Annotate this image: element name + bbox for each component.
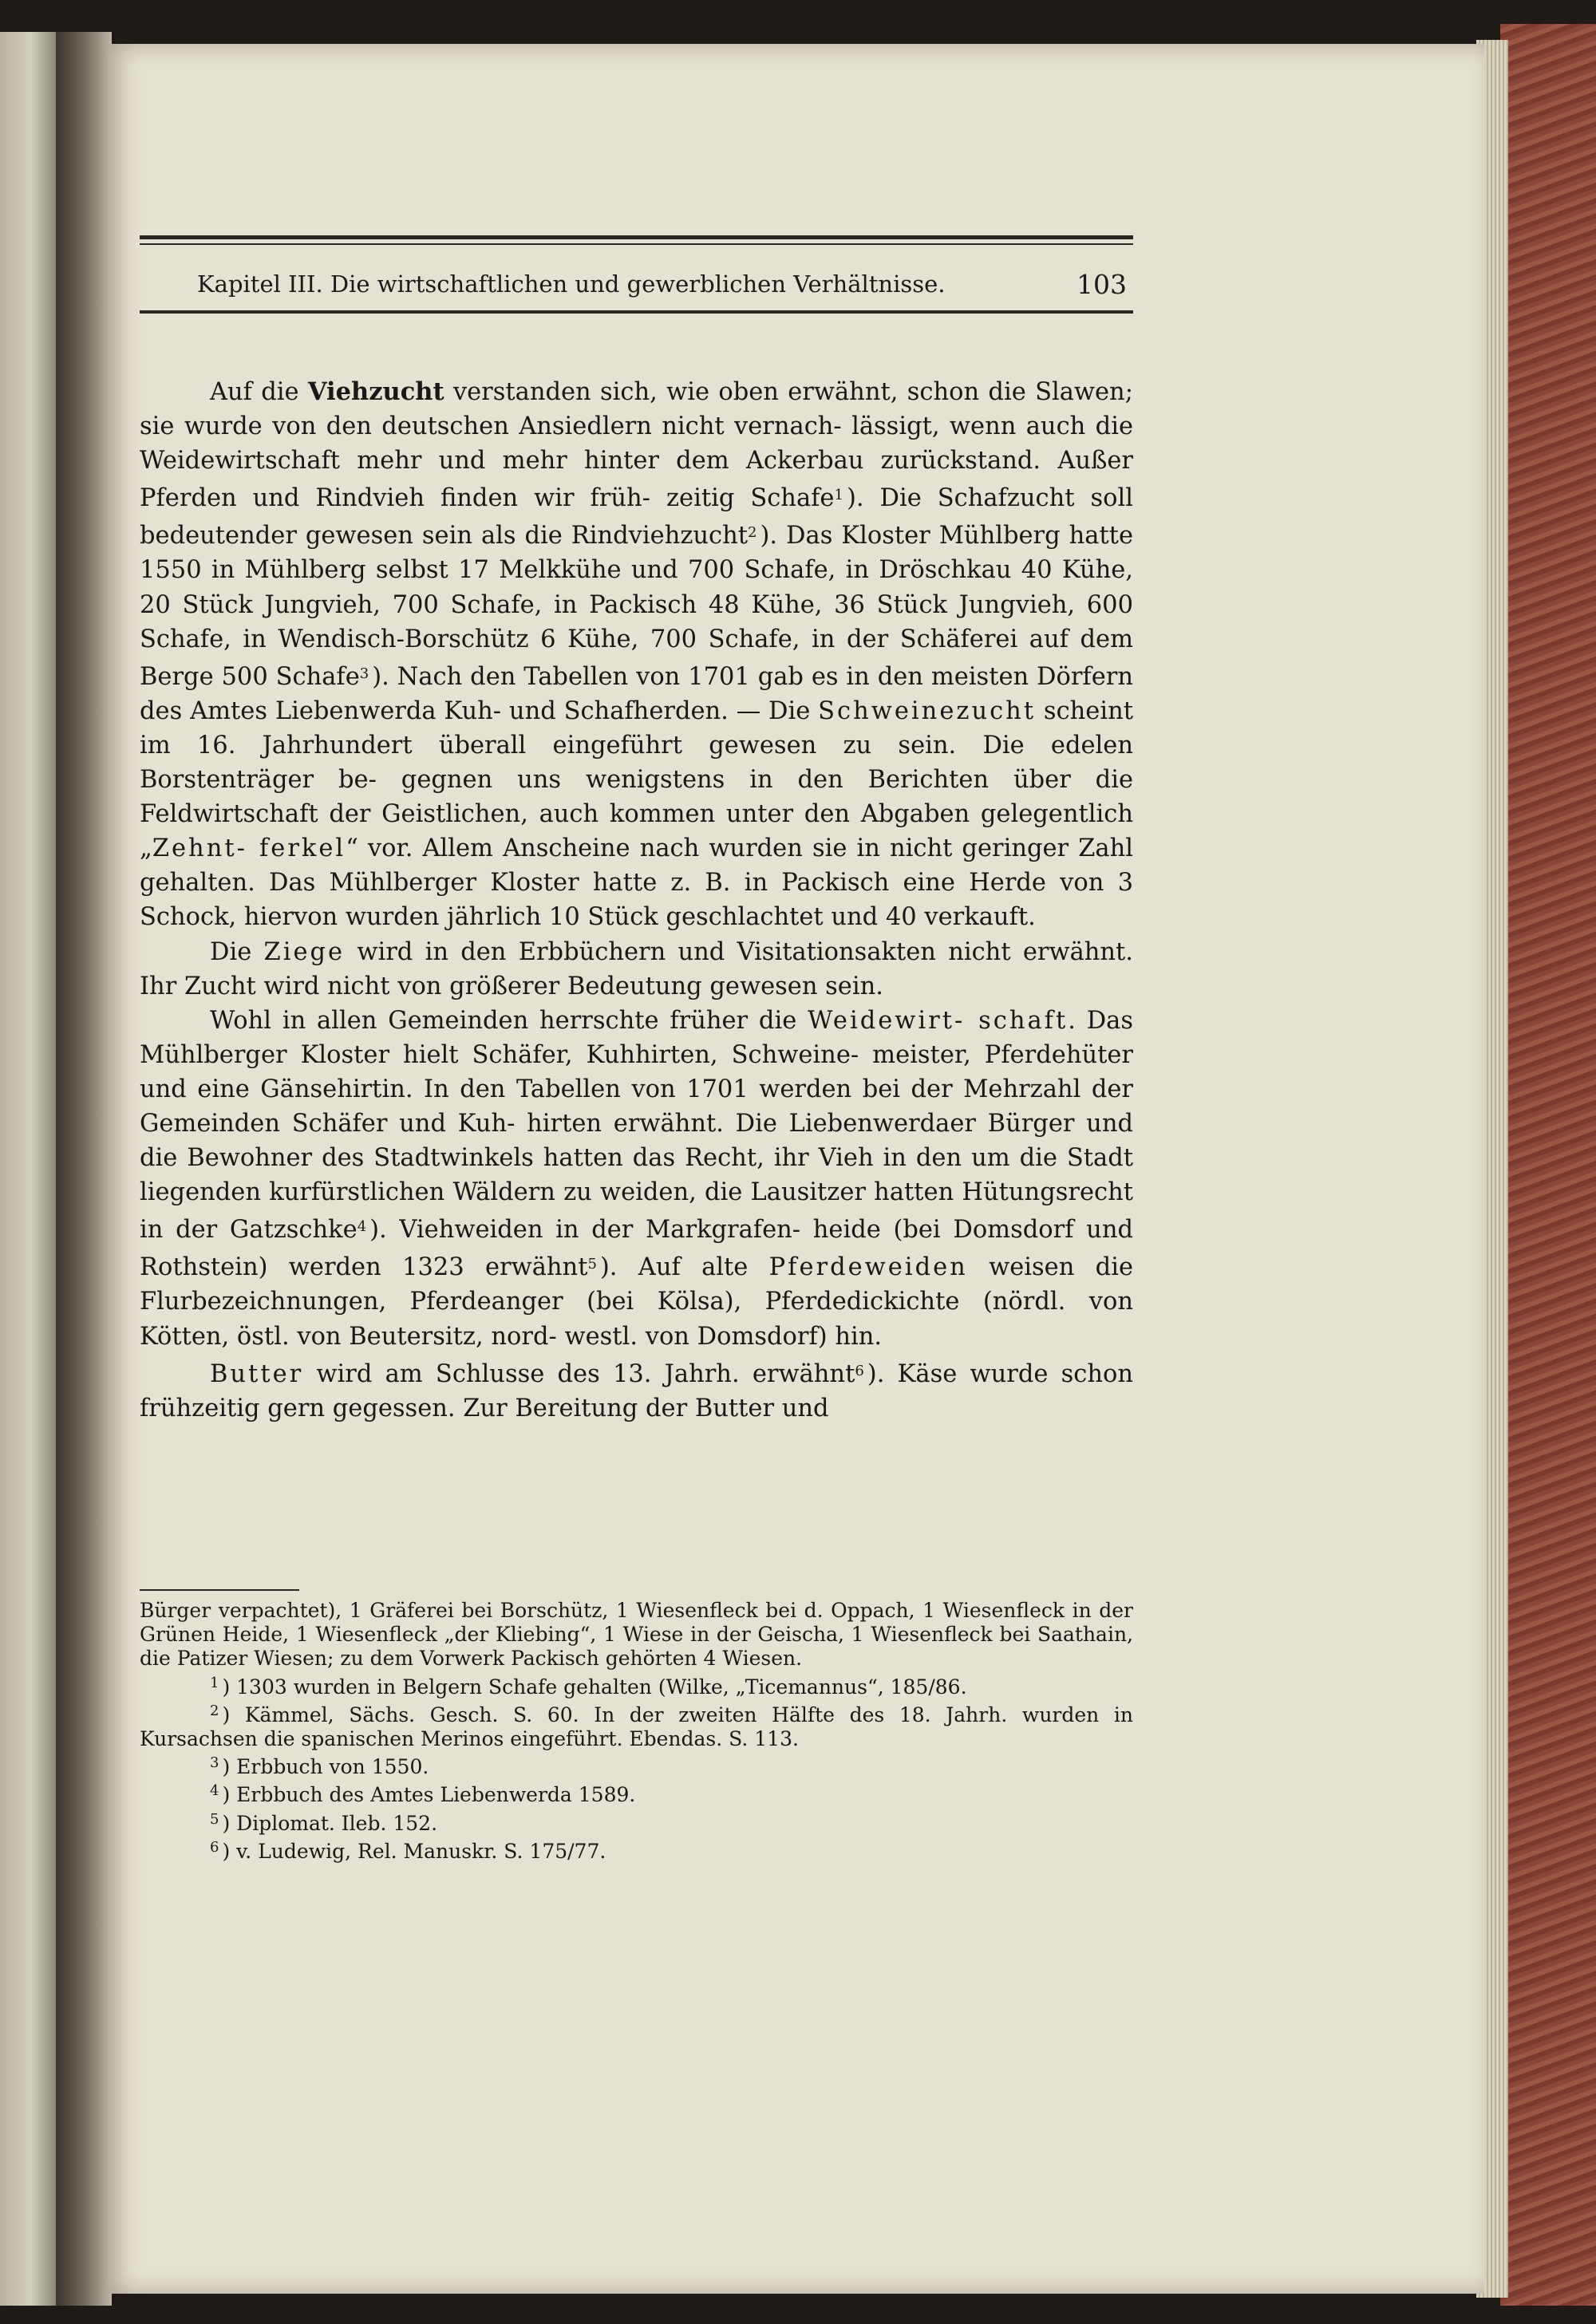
header-rule-bottom bbox=[140, 310, 1133, 314]
page-number: 103 bbox=[1077, 269, 1127, 300]
running-header bbox=[140, 235, 1133, 341]
text-run: Die bbox=[210, 937, 264, 966]
text-run: ). Käse wurde schon frühzeitig gern gegessen. Zur Bereitung der Butter und bbox=[140, 1359, 1134, 1422]
footnote-text: ) Diplomat. Ileb. 152. bbox=[222, 1811, 438, 1835]
footnote-2 bbox=[140, 1699, 1133, 1751]
footnote-1 bbox=[140, 1671, 1133, 1699]
footnote-4 bbox=[140, 1779, 1133, 1807]
text-run: ). Auf alte bbox=[599, 1253, 769, 1282]
text-run: verstanden sich, wie oben erwähnt, schon die Slawen; sie wurde von den deutschen Ansiedlern nicht vernach- lässigt, wenn auch die Weidewirtschaft mehr und mehr hinter dem Ackerbau zurückstand. Außer Pferden und Rindvieh finden wir früh- zeitig Schafe bbox=[140, 378, 1133, 513]
header-rule-top bbox=[140, 235, 1133, 245]
text-run: ). Die Schafzucht soll bedeutender gewesen sein als die Rindviehzucht bbox=[140, 484, 1134, 550]
footnote-rule bbox=[140, 1589, 299, 1591]
keyword-pferdeweiden: Pferdeweiden bbox=[768, 1253, 968, 1282]
footnote-mark: 3 bbox=[210, 1754, 219, 1772]
header-line bbox=[140, 264, 1133, 304]
text-run: Auf die bbox=[210, 378, 308, 406]
keyword-schweinezucht: Schweinezucht bbox=[818, 696, 1037, 725]
text-run: weisen die Flurbezeichnungen, Pferdeanger (bei Kölsa), Pferdedickichte (nördl. von Kötten, östl. von Beutersitz, nord- westl. von Domsdorf) hin. bbox=[140, 1253, 1133, 1351]
text-run: ). Nach den Tabellen von 1701 gab es in den meisten Dörfern des Amtes Liebenwerda Kuh- und Schafherden. — Die bbox=[140, 662, 1133, 725]
book-cover-edge bbox=[1500, 24, 1596, 2306]
footnote-ref: 1 bbox=[834, 487, 843, 504]
text-run: Wohl in allen Gemeinden herrschte früher die bbox=[210, 1006, 808, 1035]
paragraph-ziege bbox=[140, 935, 1133, 1004]
text-run: ). Das Kloster Mühlberg hatte 1550 in Mühlberg selbst 17 Melkkühe und 700 Schafe, in Dröschkau 40 Kühe, 20 Stück Jungvieh, 700 Schafe, in Packisch 48 Kühe, 36 Stück Jungvieh, 600 Schafe, in Wendisch-Borschütz 6 Kühe, 700 Schafe, in der Schäferei auf dem Berge 500 Schafe bbox=[140, 522, 1133, 691]
keyword-butter: Butter bbox=[210, 1359, 304, 1388]
keyword-viehzucht: Viehzucht bbox=[307, 377, 444, 406]
footnote-text: ) Erbbuch von 1550. bbox=[222, 1755, 429, 1779]
footnotes bbox=[140, 1589, 1133, 1864]
text-run: scheint im 16. Jahrhundert überall eingeführt gewesen zu sein. Die edelen Borstenträger be- gegnen uns wenigstens in den Berichten über die Feldwirtschaft der Geistlichen, auch kommen unter den Abgaben gelegentlich „ bbox=[140, 696, 1134, 863]
footnote-text: ) 1303 wurden in Belgern Schafe gehalten (Wilke, „Ticemannus“, 185/86. bbox=[222, 1675, 967, 1699]
footnote-ref: 3 bbox=[359, 665, 369, 682]
paragraph-weidewirtschaft bbox=[140, 1004, 1133, 1354]
footnote-3 bbox=[140, 1751, 1133, 1779]
footnote-text: ) Erbbuch des Amtes Liebenwerda 1589. bbox=[222, 1783, 636, 1807]
text-run: “ vor. Allem Anscheine nach wurden sie in nicht geringer Zahl gehalten. Das Mühlberger Kloster hatte z. B. in Packisch eine Herde von 3 Schock, hiervon wurden jährlich 10 Stück geschlachtet und 40 verkauft. bbox=[140, 835, 1133, 932]
text-run: . Das Mühlberger Kloster hielt Schäfer, Kuhhirten, Schweine- meister, Pferdehüter und eine Gänsehirtin. In den Tabellen von 1701 werden bei der Mehrzahl der Gemeinden Schäfer und Kuh- hirten erwähnt. Die Liebenwerdaer Bürger und die Bewohner des Stadtwinkels hatten das Recht, ihr Vieh in den um die Stadt liegenden kurfürstlichen Wäldern zu weiden, die Lausitzer hatten Hütungsrecht in der Gatzschke bbox=[140, 1006, 1134, 1245]
footnote-5 bbox=[140, 1808, 1133, 1836]
footnote-ref: 4 bbox=[357, 1218, 367, 1236]
footnote-6 bbox=[140, 1836, 1133, 1864]
book-gutter bbox=[56, 32, 112, 2306]
footnote-ref: 2 bbox=[748, 524, 757, 542]
keyword-ziege: Ziege bbox=[263, 937, 346, 966]
text-run: wird in den Erbbüchern und Visitationsakten nicht erwähnt. Ihr Zucht wird nicht von größerer Bedeutung gewesen sein. bbox=[140, 937, 1133, 1000]
footnote-mark: 2 bbox=[210, 1702, 219, 1719]
footnote-continuation: Bürger verpachtet), 1 Gräferei bei Borschütz, 1 Wiesenfleck bei d. Oppach, 1 Wiesenfleck in der Grünen Heide, 1 Wiesenfleck „der Kliebing“, 1 Wiese in der Geischa, 1 Wiesenfleck bei Saathain, die Patizer Wiesen; zu dem Vorwerk Packisch gehörten 4 Wiesen. bbox=[140, 1599, 1133, 1671]
footnote-text: ) v. Ludewig, Rel. Manuskr. S. 175/77. bbox=[222, 1839, 606, 1863]
footnote-ref: 5 bbox=[587, 1256, 597, 1273]
chapter-title: Kapitel III. Die wirtschaftlichen und gewerblichen Verhältnisse. bbox=[197, 270, 946, 298]
keyword-weidewirtschaft: Weidewirt- schaft bbox=[808, 1006, 1069, 1035]
text-run: ). Viehweiden in der Markgrafen- heide (bei Domsdorf und Rothstein) werden 1323 erwähnt bbox=[140, 1216, 1133, 1282]
footnote-text: ) Kämmel, Sächs. Gesch. S. 60. In der zweiten Hälfte des 18. Jahrh. wurden in Kursachsen die spanischen Merinos eingeführt. Ebendas. S. 113. bbox=[140, 1703, 1133, 1751]
text-run: wird am Schlusse des 13. Jahrh. erwähnt bbox=[303, 1359, 855, 1388]
keyword-zehntferkel: Zehnt- ferkel bbox=[152, 835, 346, 863]
footnote-mark: 4 bbox=[210, 1782, 219, 1800]
footnote-mark: 1 bbox=[210, 1674, 219, 1691]
footnote-mark: 6 bbox=[210, 1838, 219, 1856]
footnote-mark: 5 bbox=[210, 1810, 219, 1828]
paragraph-viehzucht bbox=[140, 375, 1133, 935]
footnote-ref: 6 bbox=[855, 1362, 864, 1379]
main-text bbox=[140, 375, 1133, 1426]
left-page-edge bbox=[0, 32, 56, 2306]
paragraph-butter bbox=[140, 1354, 1133, 1426]
